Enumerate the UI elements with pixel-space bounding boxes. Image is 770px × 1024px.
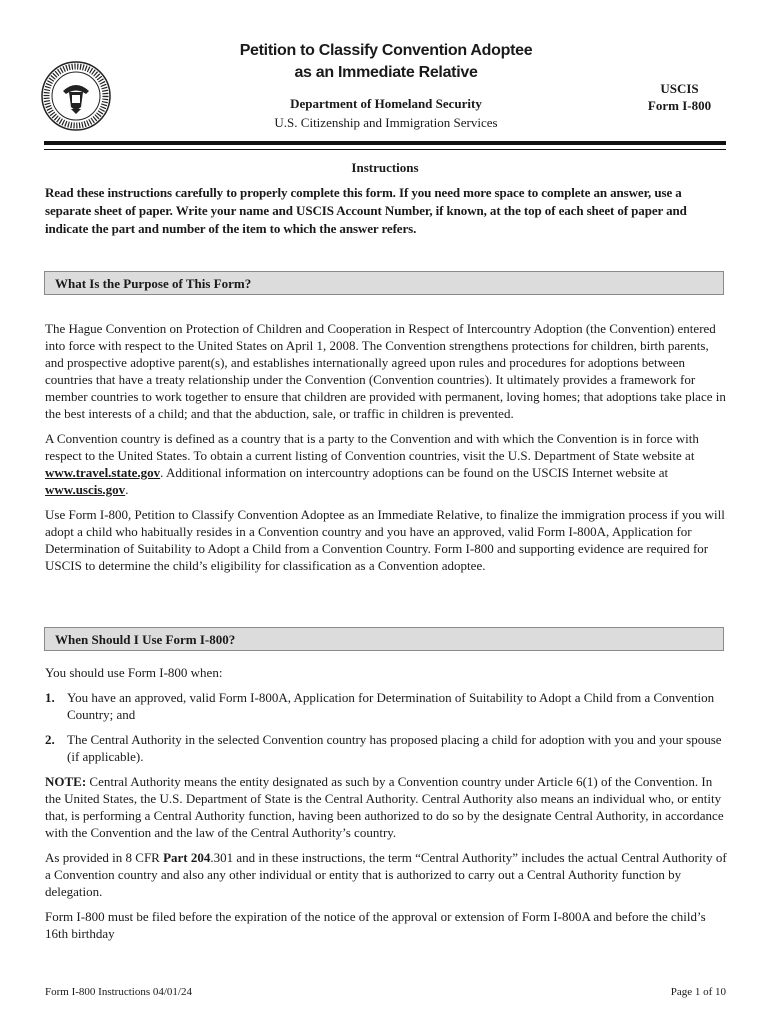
- dhs-seal-icon: [41, 61, 111, 131]
- footer-page-number: Page 1 of 10: [670, 986, 726, 998]
- note-label: NOTE:: [45, 774, 87, 789]
- section-header-when: [44, 627, 724, 651]
- form-title-line1: Petition to Classify Convention Adoptee: [239, 42, 533, 59]
- list-item: [45, 731, 727, 765]
- paragraph: As provided in 8 CFR Part 204.301 and in these instructions, the term “Central Authority” includes the actual Central Authority of a Convention country and also any other individual or entity that is authorized to carry out a Central Authority function by delegation.: [45, 850, 727, 899]
- section-header-purpose: [44, 271, 724, 295]
- list-text: You have an approved, valid Form I-800A, Application for Determination of Suitability to Adopt a Child from a Convention Country; and: [67, 690, 715, 722]
- when-section-body: [45, 664, 727, 950]
- form-title-block: [200, 40, 572, 131]
- department-name: Department of Homeland Security: [290, 96, 482, 111]
- list-text: The Central Authority in the selected Convention country has proposed placing a child for adoption with you and your spouse (if applicable).: [67, 732, 722, 764]
- header-rule-thin: [44, 149, 726, 150]
- agency-name: U.S. Citizenship and Immigration Services: [274, 115, 498, 130]
- paragraph: You should use Form I-800 when:: [45, 665, 223, 680]
- paragraph: The Hague Convention on Protection of Children and Cooperation in Respect of Intercountry Adoption (the Convention) entered into force with respect to the United States on April 1, 2008. The Convention strengthens protections for children, birth parents, and prospective adoptive parent(s), and establishes internationally agreed upon rules and procedures for adoptions between countries that have a treaty relationship under the Convention (Convention countries). It ultimately provides a framework for member countries to work together to ensure that children are provided with permanent, loving homes; that adoptions take place in the best interests of a child; and that the abduction, sale, or traffic in children is prevented.: [45, 321, 726, 421]
- uscis-link[interactable]: www.uscis.gov: [45, 482, 126, 497]
- note-paragraph: NOTE: Central Authority means the entity designated as such by a Convention country under Article 6(1) of the Convention. In the United States, the U.S. Department of State is the Central Authority. Central Authority also means an individual who, or entity that, is performing a Central Authority function, having been authorized to do so by the designate Central Authority, in accordance with the Convention and the law of the Central Authority’s country.: [45, 774, 724, 840]
- form-number: Form I-800: [647, 98, 712, 113]
- paragraph: Form I-800 must be filed before the expiration of the notice of the approval or extension of Form I-800A and before the child’s 16th birthday: [45, 909, 706, 941]
- paragraph: Use Form I-800, Petition to Classify Convention Adoptee as an Immediate Relative, to finalize the immigration process if you will adopt a child who habitually resides in a Convention country and you have an approved, valid Form I-800A, Application for Determination of Suitability to Adopt a Child from a Convention Country. Form I-800 and supporting evidence are required for USCIS to determine the child’s eligibility for classification as a Convention adoptee.: [45, 507, 725, 573]
- instructions-heading: Instructions: [351, 160, 419, 175]
- intro-paragraph: Read these instructions carefully to properly complete this form. If you need more space to complete an answer, use a separate sheet of paper. Write your name and USCIS Account Number, if known, at the top of each sheet of paper and indicate the part and number of the item to which the answer refers.: [45, 185, 687, 236]
- section-title: What Is the Purpose of This Form?: [55, 276, 252, 291]
- section-title: When Should I Use Form I-800?: [55, 632, 236, 647]
- travel-state-link[interactable]: www.travel.state.gov: [45, 465, 161, 480]
- list-item: [45, 689, 727, 723]
- list-number: 2.: [45, 732, 55, 747]
- header-rule-thick: [44, 141, 726, 145]
- footer-form-info: Form I-800 Instructions 04/01/24: [45, 986, 192, 998]
- purpose-section-body: [45, 320, 727, 582]
- form-title-line2: as an Immediate Relative: [294, 64, 478, 81]
- list-number: 1.: [45, 690, 55, 705]
- form-identifier: [632, 80, 727, 114]
- agency-code: USCIS: [660, 81, 699, 96]
- paragraph: A Convention country is defined as a country that is a party to the Convention and with which the Convention is in force with respect to the United States. To obtain a current listing of Convention countries, visit the U.S. Department of State website at www.travel.state.gov. Additional information on intercountry adoptions can be found on the USCIS Internet website at www.uscis.gov.: [45, 431, 699, 497]
